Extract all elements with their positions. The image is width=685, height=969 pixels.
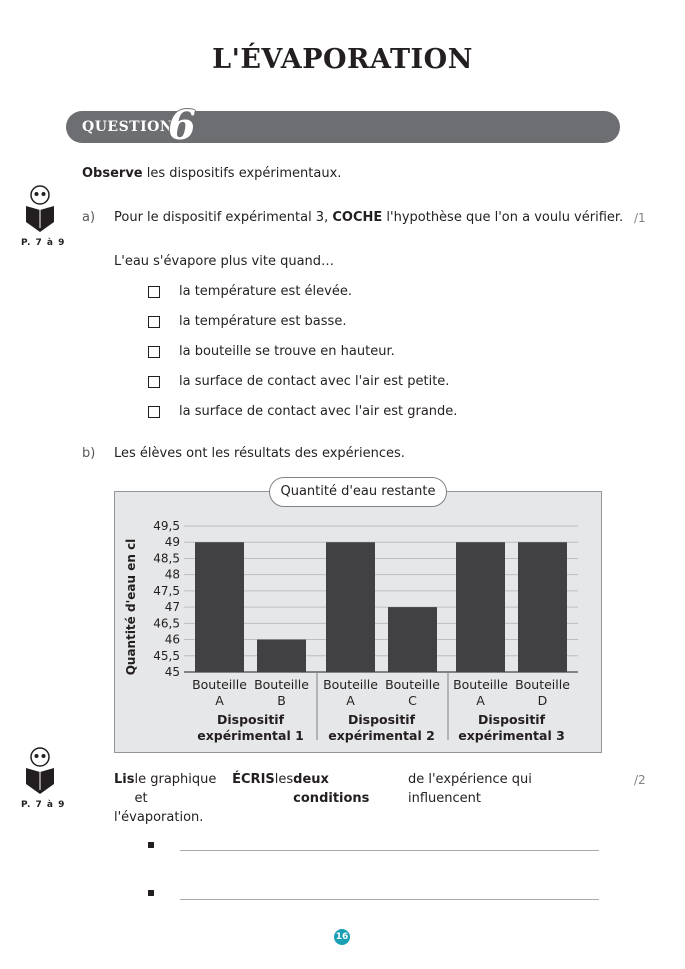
checkbox[interactable]	[148, 376, 160, 388]
x-tick-label: Bouteille	[192, 677, 247, 692]
option-item[interactable]	[148, 404, 457, 434]
page-reference: P. 7 à 9	[21, 800, 66, 810]
x-tick-label: A	[346, 693, 355, 708]
option-item[interactable]	[148, 284, 457, 314]
part-c-s4: les	[274, 772, 294, 787]
bar	[326, 542, 375, 672]
bar	[195, 542, 244, 672]
intro-text	[82, 166, 341, 181]
part-c-s3: ÉCRIS	[232, 772, 275, 787]
page-number-badge: 16	[334, 929, 350, 945]
checkbox[interactable]	[148, 346, 160, 358]
group-label: Dispositif	[216, 712, 285, 727]
part-b-marker: b)	[82, 446, 96, 461]
bar-chart	[114, 491, 602, 753]
option-label: la bouteille se trouve en hauteur.	[179, 344, 395, 359]
group-label: Dispositif	[347, 712, 416, 727]
y-axis-label: Quantité d'eau en cl	[124, 538, 138, 676]
x-tick-label: A	[215, 693, 224, 708]
y-tick-label: 46,5	[153, 616, 180, 631]
part-c-s7: l'évaporation.	[114, 810, 204, 825]
part-c-line-1	[114, 770, 606, 808]
bar	[518, 542, 567, 672]
reader-icon	[22, 746, 58, 796]
y-tick-label: 45,5	[153, 648, 180, 663]
part-c-s2: le graphique et	[134, 772, 217, 806]
group-label: expérimental 1	[197, 728, 304, 743]
y-tick-label: 47	[164, 600, 180, 615]
answer-line-1[interactable]	[180, 850, 599, 851]
option-label: la température est élevée.	[179, 284, 352, 299]
checkbox[interactable]	[148, 406, 160, 418]
option-item[interactable]	[148, 344, 457, 374]
option-label: la surface de contact avec l'air est petite.	[179, 374, 450, 389]
hypothesis-stem: L'eau s'évapore plus vite quand…	[114, 254, 335, 269]
part-c-instruction	[114, 770, 606, 827]
part-a-text-1: Pour le dispositif expérimental 3,	[114, 210, 333, 225]
part-c-s6: de l'expérience qui influencent	[407, 772, 532, 806]
part-a-strong: COCHE	[332, 210, 383, 225]
page-reference: P. 7 à 9	[21, 238, 66, 248]
part-b-text: Les élèves ont les résultats des expériences.	[114, 446, 405, 461]
question-number: 6	[168, 102, 196, 149]
x-tick-label: C	[408, 693, 417, 708]
y-tick-label: 46	[164, 632, 180, 647]
part-a-text-2: l'hypothèse que l'on a voulu vérifier.	[382, 210, 624, 225]
bullet-2	[148, 890, 154, 896]
group-label: expérimental 2	[328, 728, 435, 743]
x-tick-label: B	[277, 693, 286, 708]
chart-title: Quantité d'eau restante	[269, 477, 447, 507]
y-tick-label: 45	[164, 665, 180, 679]
x-tick-label: Bouteille	[385, 677, 440, 692]
y-tick-label: 49,5	[153, 519, 180, 533]
part-c-s5: deux conditions	[293, 772, 370, 806]
score-a: /1	[634, 211, 646, 225]
bar	[456, 542, 505, 672]
y-tick-label: 48,5	[153, 551, 180, 566]
part-c-s1: Lis	[114, 772, 135, 787]
part-a-instruction	[114, 210, 623, 225]
intro-strong: Observe	[82, 166, 143, 181]
group-label: expérimental 3	[458, 728, 565, 743]
option-label: la température est basse.	[179, 314, 347, 329]
score-c: /2	[634, 773, 646, 787]
y-tick-label: 49	[164, 535, 180, 550]
y-tick-label: 48	[164, 567, 180, 582]
option-item[interactable]	[148, 314, 457, 344]
option-item[interactable]	[148, 374, 457, 404]
x-tick-label: Bouteille	[323, 677, 378, 692]
bar	[388, 607, 437, 672]
bar	[257, 640, 306, 672]
intro-rest: les dispositifs expérimentaux.	[142, 166, 342, 181]
x-tick-label: Bouteille	[453, 677, 508, 692]
checkbox[interactable]	[148, 286, 160, 298]
group-label: Dispositif	[477, 712, 546, 727]
y-tick-label: 47,5	[153, 583, 180, 598]
option-label: la surface de contact avec l'air est grande.	[179, 404, 458, 419]
reader-icon	[22, 184, 58, 234]
x-tick-label: Bouteille	[515, 677, 570, 692]
x-tick-label: D	[537, 693, 548, 708]
page-title: L'ÉVAPORATION	[212, 44, 473, 75]
option-list	[148, 284, 457, 434]
answer-line-2[interactable]	[180, 899, 599, 900]
bullet-1	[148, 842, 154, 848]
part-a-marker: a)	[82, 210, 96, 225]
x-tick-label: Bouteille	[254, 677, 309, 692]
question-label: QUESTION	[82, 119, 174, 135]
checkbox[interactable]	[148, 316, 160, 328]
x-tick-label: A	[476, 693, 485, 708]
